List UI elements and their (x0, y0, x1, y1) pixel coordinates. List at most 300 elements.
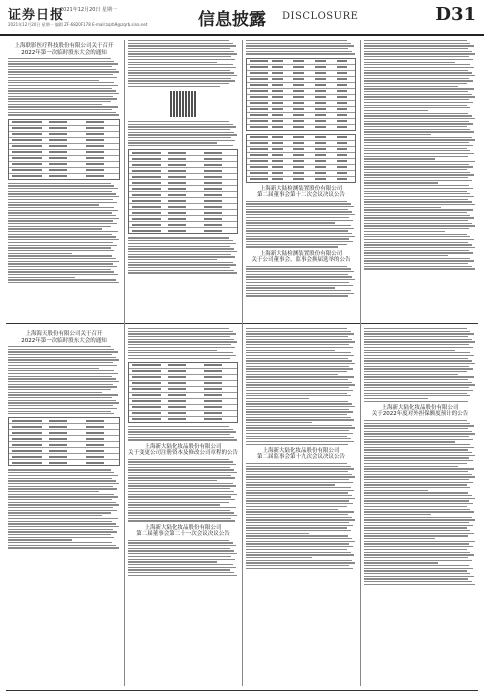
text-line (8, 269, 111, 270)
text-line (364, 425, 474, 426)
text-line (8, 531, 117, 532)
text-line (246, 287, 335, 288)
text-line (364, 492, 468, 493)
article-column (364, 328, 476, 586)
text-line (364, 333, 474, 334)
text-line (364, 447, 474, 448)
text-line (8, 263, 113, 264)
text-line (246, 506, 347, 507)
body-text (8, 183, 120, 284)
text-line (8, 400, 116, 401)
text-line (364, 439, 473, 440)
table-cell (49, 151, 67, 153)
text-line (128, 545, 236, 546)
text-line (364, 573, 470, 574)
text-line (8, 469, 111, 470)
text-line (128, 469, 234, 470)
text-line (364, 67, 474, 68)
text-line (128, 75, 237, 76)
text-line (364, 352, 470, 353)
text-line (364, 185, 469, 186)
text-line (8, 88, 112, 89)
text-line (364, 188, 473, 189)
text-line (246, 268, 351, 269)
text-line (8, 245, 117, 246)
table-cell (49, 462, 67, 464)
table-cell (49, 163, 67, 165)
text-line (128, 510, 230, 511)
text-line (128, 434, 230, 435)
announcement-title: 上海新大陆检测装置股份有限公司 第二届董事会第十二次会议决议公告 (256, 185, 345, 199)
text-line (8, 234, 112, 235)
table-cell (86, 169, 104, 171)
text-line (364, 487, 470, 488)
text-line (8, 80, 99, 81)
text-line (364, 503, 473, 504)
text-line (8, 515, 102, 516)
text-line (364, 139, 475, 140)
text-line (364, 105, 467, 106)
text-line (8, 478, 112, 479)
text-line (246, 425, 352, 426)
text-line (8, 494, 114, 495)
text-line (364, 382, 472, 383)
announcement-title: 上海联影医疗科技股份有限公司关于召开 2022年第一次临时股东大会的通知 (14, 43, 114, 56)
text-line (8, 218, 119, 219)
table-cell (250, 120, 267, 122)
table-cell (250, 102, 267, 104)
table-cell (132, 230, 161, 232)
text-line (8, 71, 119, 72)
text-line (8, 282, 119, 283)
announcement-title: 上海新大陆化妆品股份有限公司 第二届监事会第十九次会议决议公告 (256, 447, 345, 461)
table-cell (272, 60, 283, 62)
table-cell (337, 114, 348, 116)
text-line (364, 560, 472, 561)
text-line (364, 263, 468, 264)
table-cell (250, 96, 267, 98)
table-cell (168, 158, 186, 160)
table-cell (250, 142, 267, 144)
table-cell (132, 406, 161, 408)
table-row (247, 125, 355, 130)
table-cell (337, 60, 348, 62)
table-cell (337, 72, 348, 74)
text-line (364, 511, 474, 512)
table-cell (168, 224, 186, 226)
text-line (246, 363, 355, 364)
text-line (246, 565, 349, 566)
text-line (128, 254, 231, 255)
table-cell (315, 66, 326, 68)
text-line (364, 562, 438, 563)
text-line (246, 282, 349, 283)
text-line (8, 547, 119, 548)
text-line (246, 468, 354, 469)
text-line (246, 417, 351, 418)
table-cell (293, 160, 304, 162)
text-line (246, 344, 349, 345)
text-line (128, 145, 233, 146)
text-line (364, 584, 475, 585)
text-line (8, 212, 112, 213)
text-line (246, 214, 355, 215)
text-line (246, 290, 351, 291)
newspaper-logo: 证券日报 (8, 8, 65, 23)
text-line (364, 121, 469, 122)
table-cell (272, 102, 283, 104)
table-cell (168, 418, 186, 420)
table-cell (250, 84, 267, 86)
table-cell (49, 450, 67, 452)
table-cell (272, 142, 283, 144)
text-line (8, 202, 117, 203)
text-line (8, 188, 118, 189)
table-cell (168, 364, 186, 366)
text-line (246, 444, 348, 445)
text-line (128, 246, 230, 247)
text-line (8, 389, 111, 390)
text-line (246, 352, 351, 353)
text-line (128, 64, 233, 65)
text-line (8, 74, 113, 75)
text-line (246, 492, 348, 493)
text-line (364, 56, 469, 57)
table-cell (337, 102, 348, 104)
table-cell (250, 136, 267, 138)
text-line (246, 403, 352, 404)
table-cell (132, 158, 161, 160)
text-line (246, 562, 355, 563)
table-cell (204, 170, 222, 172)
text-line (364, 476, 475, 477)
table-cell (272, 166, 283, 168)
text-line (364, 113, 468, 114)
text-line (128, 569, 230, 570)
text-line (8, 112, 116, 113)
table-cell (204, 212, 222, 214)
article-column (8, 328, 120, 550)
table-cell (293, 136, 304, 138)
text-line (246, 246, 338, 247)
text-line (8, 408, 117, 409)
text-line (8, 223, 117, 224)
text-line (246, 368, 353, 369)
text-line (8, 106, 118, 107)
text-line (364, 191, 467, 192)
body-text (246, 40, 356, 55)
text-line (364, 519, 475, 520)
text-line (8, 220, 113, 221)
text-line (364, 366, 469, 367)
table-cell (315, 136, 326, 138)
text-line (364, 45, 474, 46)
table-cell (337, 126, 348, 128)
text-line (246, 376, 354, 377)
text-line (246, 557, 312, 558)
text-line (8, 277, 75, 278)
table-row (9, 460, 119, 465)
text-line (364, 576, 474, 577)
text-line (128, 344, 231, 345)
text-line (246, 40, 347, 41)
body-text (128, 459, 238, 522)
text-line (364, 172, 470, 173)
text-line (364, 48, 468, 49)
text-line (364, 506, 467, 507)
table-cell (132, 182, 161, 184)
text-line (128, 56, 231, 57)
text-line (364, 347, 473, 348)
text-line (246, 293, 354, 294)
text-line (128, 336, 230, 337)
text-line (8, 93, 119, 94)
section-title: 信息披露 (198, 10, 266, 30)
text-line (246, 371, 347, 372)
table-cell (86, 438, 104, 440)
table-cell (204, 152, 222, 154)
text-line (246, 201, 347, 202)
table-cell (204, 370, 222, 372)
qr-code-icon (170, 91, 196, 117)
text-line (364, 538, 435, 539)
table-cell (49, 432, 67, 434)
text-line (128, 129, 230, 130)
table-cell (132, 394, 161, 396)
text-line (246, 527, 347, 528)
table-cell (204, 194, 222, 196)
article-column (246, 40, 356, 298)
text-line (364, 212, 467, 213)
table-cell (86, 456, 104, 458)
column-divider (360, 40, 361, 686)
text-line (364, 40, 467, 41)
column-divider (242, 40, 243, 686)
text-line (128, 126, 236, 127)
text-line (364, 201, 472, 202)
text-line (128, 499, 235, 500)
text-line (128, 51, 234, 52)
text-line (364, 142, 469, 143)
table-cell (315, 172, 326, 174)
table-cell (204, 364, 222, 366)
table-cell (204, 188, 222, 190)
text-line (128, 259, 217, 260)
text-line (364, 62, 455, 63)
text-line (246, 411, 353, 412)
text-line (8, 472, 114, 473)
text-line (364, 110, 428, 111)
text-line (8, 77, 117, 78)
text-line (8, 488, 117, 489)
masthead (0, 0, 484, 36)
text-line (8, 266, 117, 267)
text-line (364, 498, 475, 499)
table-cell (272, 154, 283, 156)
text-line (8, 480, 116, 481)
table-cell (272, 114, 283, 116)
text-line (246, 552, 351, 553)
table-cell (49, 145, 67, 147)
text-line (128, 267, 230, 268)
table-cell (293, 108, 304, 110)
table-cell (12, 145, 41, 147)
text-line (364, 543, 469, 544)
text-line (364, 129, 470, 130)
body-text (128, 540, 238, 576)
text-line (364, 463, 467, 464)
announcement-title: 上海新大陆检测装置股份有限公司 关于公司董事会、监事会换届选举的公告 (251, 250, 351, 264)
text-line (8, 228, 102, 229)
table-cell (12, 163, 41, 165)
text-line (8, 413, 114, 414)
text-line (364, 217, 474, 218)
table-cell (315, 114, 326, 116)
text-line (128, 272, 237, 273)
text-line (364, 75, 475, 76)
text-line (128, 483, 233, 484)
text-line (246, 48, 348, 49)
text-line (246, 374, 338, 375)
text-line (128, 553, 237, 554)
text-line (364, 374, 458, 375)
text-line (8, 114, 119, 115)
text-line (8, 370, 114, 371)
text-line (8, 496, 118, 497)
table-cell (293, 172, 304, 174)
table-cell (204, 382, 222, 384)
text-line (364, 80, 473, 81)
text-line (246, 209, 348, 210)
text-line (246, 358, 348, 359)
article-column (128, 40, 238, 275)
table-cell (132, 176, 161, 178)
text-line (128, 507, 236, 508)
table-cell (250, 78, 267, 80)
text-line (128, 437, 234, 438)
body-text (128, 328, 238, 359)
table-cell (293, 102, 304, 104)
table-cell (337, 108, 348, 110)
table-cell (204, 406, 222, 408)
text-line (128, 461, 233, 462)
text-line (246, 333, 354, 334)
table-cell (12, 426, 41, 428)
table-cell (293, 178, 304, 180)
text-line (8, 61, 114, 62)
table-cell (337, 78, 348, 80)
text-line (364, 228, 469, 229)
text-line (8, 483, 119, 484)
text-line (364, 196, 474, 197)
text-line (364, 350, 455, 351)
table-cell (86, 426, 104, 428)
text-line (128, 540, 229, 541)
text-line (364, 549, 467, 550)
table-cell (12, 151, 41, 153)
table-cell (272, 72, 283, 74)
text-line (128, 341, 237, 342)
table-cell (337, 66, 348, 68)
table-cell (168, 370, 186, 372)
table-cell (272, 120, 283, 122)
text-line (246, 406, 355, 407)
text-line (128, 256, 235, 257)
table-cell (315, 72, 326, 74)
table-cell (293, 84, 304, 86)
text-line (246, 328, 347, 329)
text-line (364, 568, 473, 569)
text-line (364, 420, 467, 421)
table-cell (12, 175, 41, 177)
text-line (364, 482, 473, 483)
text-line (128, 339, 234, 340)
table-cell (49, 444, 67, 446)
text-line (246, 45, 354, 46)
table-cell (204, 394, 222, 396)
table-cell (337, 136, 348, 138)
data-table (246, 134, 356, 183)
text-line (364, 387, 469, 388)
table-cell (49, 127, 67, 129)
text-line (128, 240, 233, 241)
table-cell (315, 78, 326, 80)
text-line (364, 86, 458, 87)
text-line (246, 503, 353, 504)
table-cell (204, 182, 222, 184)
text-line (8, 529, 113, 530)
text-line (364, 331, 470, 332)
table-cell (315, 60, 326, 62)
table-cell (86, 420, 104, 422)
text-line (8, 381, 119, 382)
table-cell (250, 66, 267, 68)
text-line (364, 428, 468, 429)
table-cell (12, 438, 41, 440)
table-cell (293, 72, 304, 74)
table-row (9, 174, 119, 179)
text-line (8, 365, 117, 366)
table-cell (204, 200, 222, 202)
table-cell (132, 194, 161, 196)
table-cell (49, 133, 67, 135)
column-divider (124, 40, 125, 686)
text-line (128, 248, 234, 249)
text-line (246, 471, 348, 472)
text-line (8, 411, 111, 412)
text-line (364, 541, 475, 542)
text-line (8, 354, 112, 355)
table-cell (272, 84, 283, 86)
body-text (128, 237, 238, 273)
text-line (364, 115, 472, 116)
text-line (364, 96, 475, 97)
text-line (128, 439, 237, 440)
text-line (128, 512, 234, 513)
table-cell (272, 126, 283, 128)
text-line (364, 78, 469, 79)
text-line (364, 266, 472, 267)
text-line (128, 491, 234, 492)
text-line (246, 241, 353, 242)
text-line (8, 386, 117, 387)
text-line (246, 422, 312, 423)
table-cell (168, 394, 186, 396)
text-line (364, 390, 473, 391)
table-cell (86, 163, 104, 165)
text-line (8, 204, 99, 205)
text-line (128, 137, 231, 138)
